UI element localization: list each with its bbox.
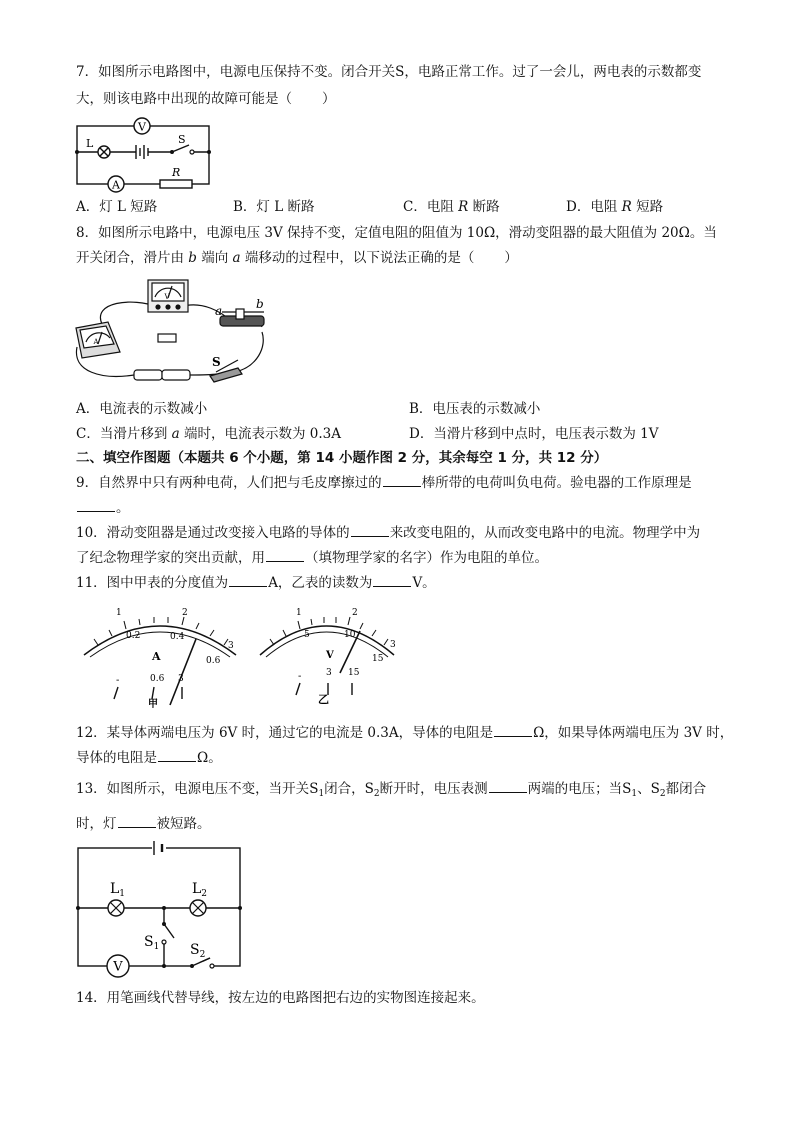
q11-a-terminal-3: 3 — [178, 674, 184, 684]
q8-switch-label: S — [212, 355, 221, 369]
section-2-title: 二、填空作图题（本题共 6 个小题，第 14 小题作图 2 分，其余每空 1 分，共 12 分） — [76, 450, 608, 466]
q8-stem-line2: 开关闭合，滑片由 b 端向 a 端移动的过程中，以下说法正确的是（ ） — [76, 250, 518, 266]
q11-a-terminal-06: 0.6 — [150, 674, 165, 684]
q9-line2: 。 — [76, 499, 130, 517]
q7-option-b[interactable]: B．灯 L 断路 — [233, 199, 315, 215]
q13-line1: 13．如图所示，电源电压不变，当开关$S_1$闭合，$S_2$断开时，电压表测 两端的电压；当$S_1$、$S_2$都闭合 — [76, 781, 707, 799]
q7-voltmeter-label: V — [138, 120, 146, 134]
q13-line2: 时，灯 被短路。 — [76, 816, 211, 832]
q10-line1: 10．滑动变阻器是通过改变接入电路的导体的 来改变电阻的，从而改变电路中的电流。物理学中为 — [76, 525, 701, 541]
q13-lamp-l2-label: $L_2$ — [192, 881, 208, 899]
q10-blank-1[interactable] — [351, 524, 389, 537]
q7-stem-line2: 大，则该电路中出现的故障可能是（ ） — [76, 91, 336, 107]
q11-meter-voltmeter — [256, 603, 406, 711]
q11-a-bottom-tick-3: 0.6 — [206, 656, 221, 666]
q7-lamp-label: L — [86, 137, 94, 150]
q11-v-unit: V — [326, 650, 334, 661]
q7-option-a[interactable]: A．灯 L 短路 — [76, 199, 158, 215]
q7-stem-line1: 7．如图所示电路图中，电源电压保持不变。闭合开关S，电路正常工作。过了一会儿，两电表的示数都变 — [76, 64, 702, 80]
q12-line2: 导体的电阻是 Ω。 — [76, 750, 222, 766]
q9-line1: 9．自然界中只有两种电荷，人们把与毛皮摩擦过的 棒所带的电荷叫负电荷。验电器的工作原理是 — [76, 475, 692, 491]
q11-blank-2[interactable] — [373, 574, 411, 587]
q14-line: 14．用笔画线代替导线，按左边的电路图把右边的实物图连接起来。 — [76, 990, 485, 1006]
q12-line1: 12．某导体两端电压为 6V 时，通过它的电流是 0.3A，导体的电阻是 Ω，如果导体两端电压为 3V 时， — [76, 725, 734, 741]
q11-v-top-tick-1: 1 — [296, 608, 302, 618]
q11-line: 11．图中甲表的分度值为 A，乙表的读数为 V。 — [76, 575, 436, 591]
q12-blank-2[interactable] — [158, 749, 196, 762]
q11-a-bottom-tick-2: 0.4 — [170, 632, 185, 642]
q7-circuit-diagram — [74, 112, 214, 190]
q7-option-c[interactable]: C．电阻 R 断路 — [403, 199, 500, 215]
q11-v-terminal-15: 15 — [348, 668, 360, 678]
q10-line2: 了纪念物理学家的突出贡献，用 （填物理学家的名字）作为电阻的单位。 — [76, 550, 548, 566]
q7-ammeter-label: A — [112, 178, 120, 192]
q12-blank-1[interactable] — [494, 724, 532, 737]
q11-v-bottom-tick-3: 15 — [372, 654, 384, 664]
q13-voltmeter-label: V — [113, 959, 123, 975]
q8-terminal-b-label: b — [256, 297, 264, 311]
q7-switch-label: S — [178, 133, 186, 146]
q11-a-bottom-tick-1: 0.2 — [126, 631, 141, 641]
q11-v-caption: 乙 — [318, 693, 329, 706]
q13-switch-s1-label: $S_1$ — [144, 934, 160, 952]
q11-v-terminal-neg: - — [298, 671, 302, 682]
q11-a-terminal-neg: - — [116, 675, 120, 686]
q8-option-d[interactable]: D．当滑片移到中点时，电压表示数为 1V — [409, 426, 659, 442]
q11-a-end-top-tick: 3 — [228, 641, 234, 651]
q8-voltmeter-label: V — [164, 293, 170, 301]
q11-a-top-tick-1: 1 — [116, 608, 122, 618]
q8-terminal-a-label: a — [215, 304, 223, 318]
q11-v-bottom-tick-1: 5 — [304, 630, 310, 640]
q7-option-d[interactable]: D．电阻 R 短路 — [566, 199, 664, 215]
q13-lamp-l1-label: $L_1$ — [110, 881, 126, 899]
q8-option-c[interactable]: C．当滑片移到 a 端时，电流表示数为 0.3A — [76, 426, 342, 442]
q13-circuit-diagram — [74, 838, 244, 978]
q8-apparatus-figure — [72, 272, 282, 387]
q11-v-terminal-3: 3 — [326, 668, 332, 678]
q8-option-a[interactable]: A．电流表的示数减小 — [76, 401, 208, 417]
q11-a-top-tick-2: 2 — [182, 608, 188, 618]
q13-blank-2[interactable] — [118, 815, 156, 828]
q9-blank-1[interactable] — [383, 474, 421, 487]
q13-switch-s2-label: $S_2$ — [190, 942, 206, 960]
q11-a-unit: A — [152, 650, 161, 663]
q8-option-b[interactable]: B．电压表的示数减小 — [409, 401, 541, 417]
q9-blank-2[interactable] — [77, 499, 115, 512]
q13-blank-1[interactable] — [489, 780, 527, 793]
q11-blank-1[interactable] — [229, 574, 267, 587]
q10-blank-2[interactable] — [266, 549, 304, 562]
q11-v-top-tick-2: 2 — [352, 608, 358, 618]
q8-ammeter-label: A — [93, 338, 99, 346]
q11-meter-ammeter — [78, 603, 248, 711]
q7-resistor-label: R — [172, 166, 181, 179]
q8-stem-line1: 8．如图所示电路中，电源电压 3V 保持不变，定值电阻的阻值为 10Ω，滑动变阻器的最大阻值为 20Ω。当 — [76, 225, 717, 241]
q11-v-bottom-tick-2: 10 — [344, 630, 356, 640]
q11-a-caption: 甲 — [148, 699, 158, 710]
q11-v-end-top-tick: 3 — [390, 640, 396, 650]
